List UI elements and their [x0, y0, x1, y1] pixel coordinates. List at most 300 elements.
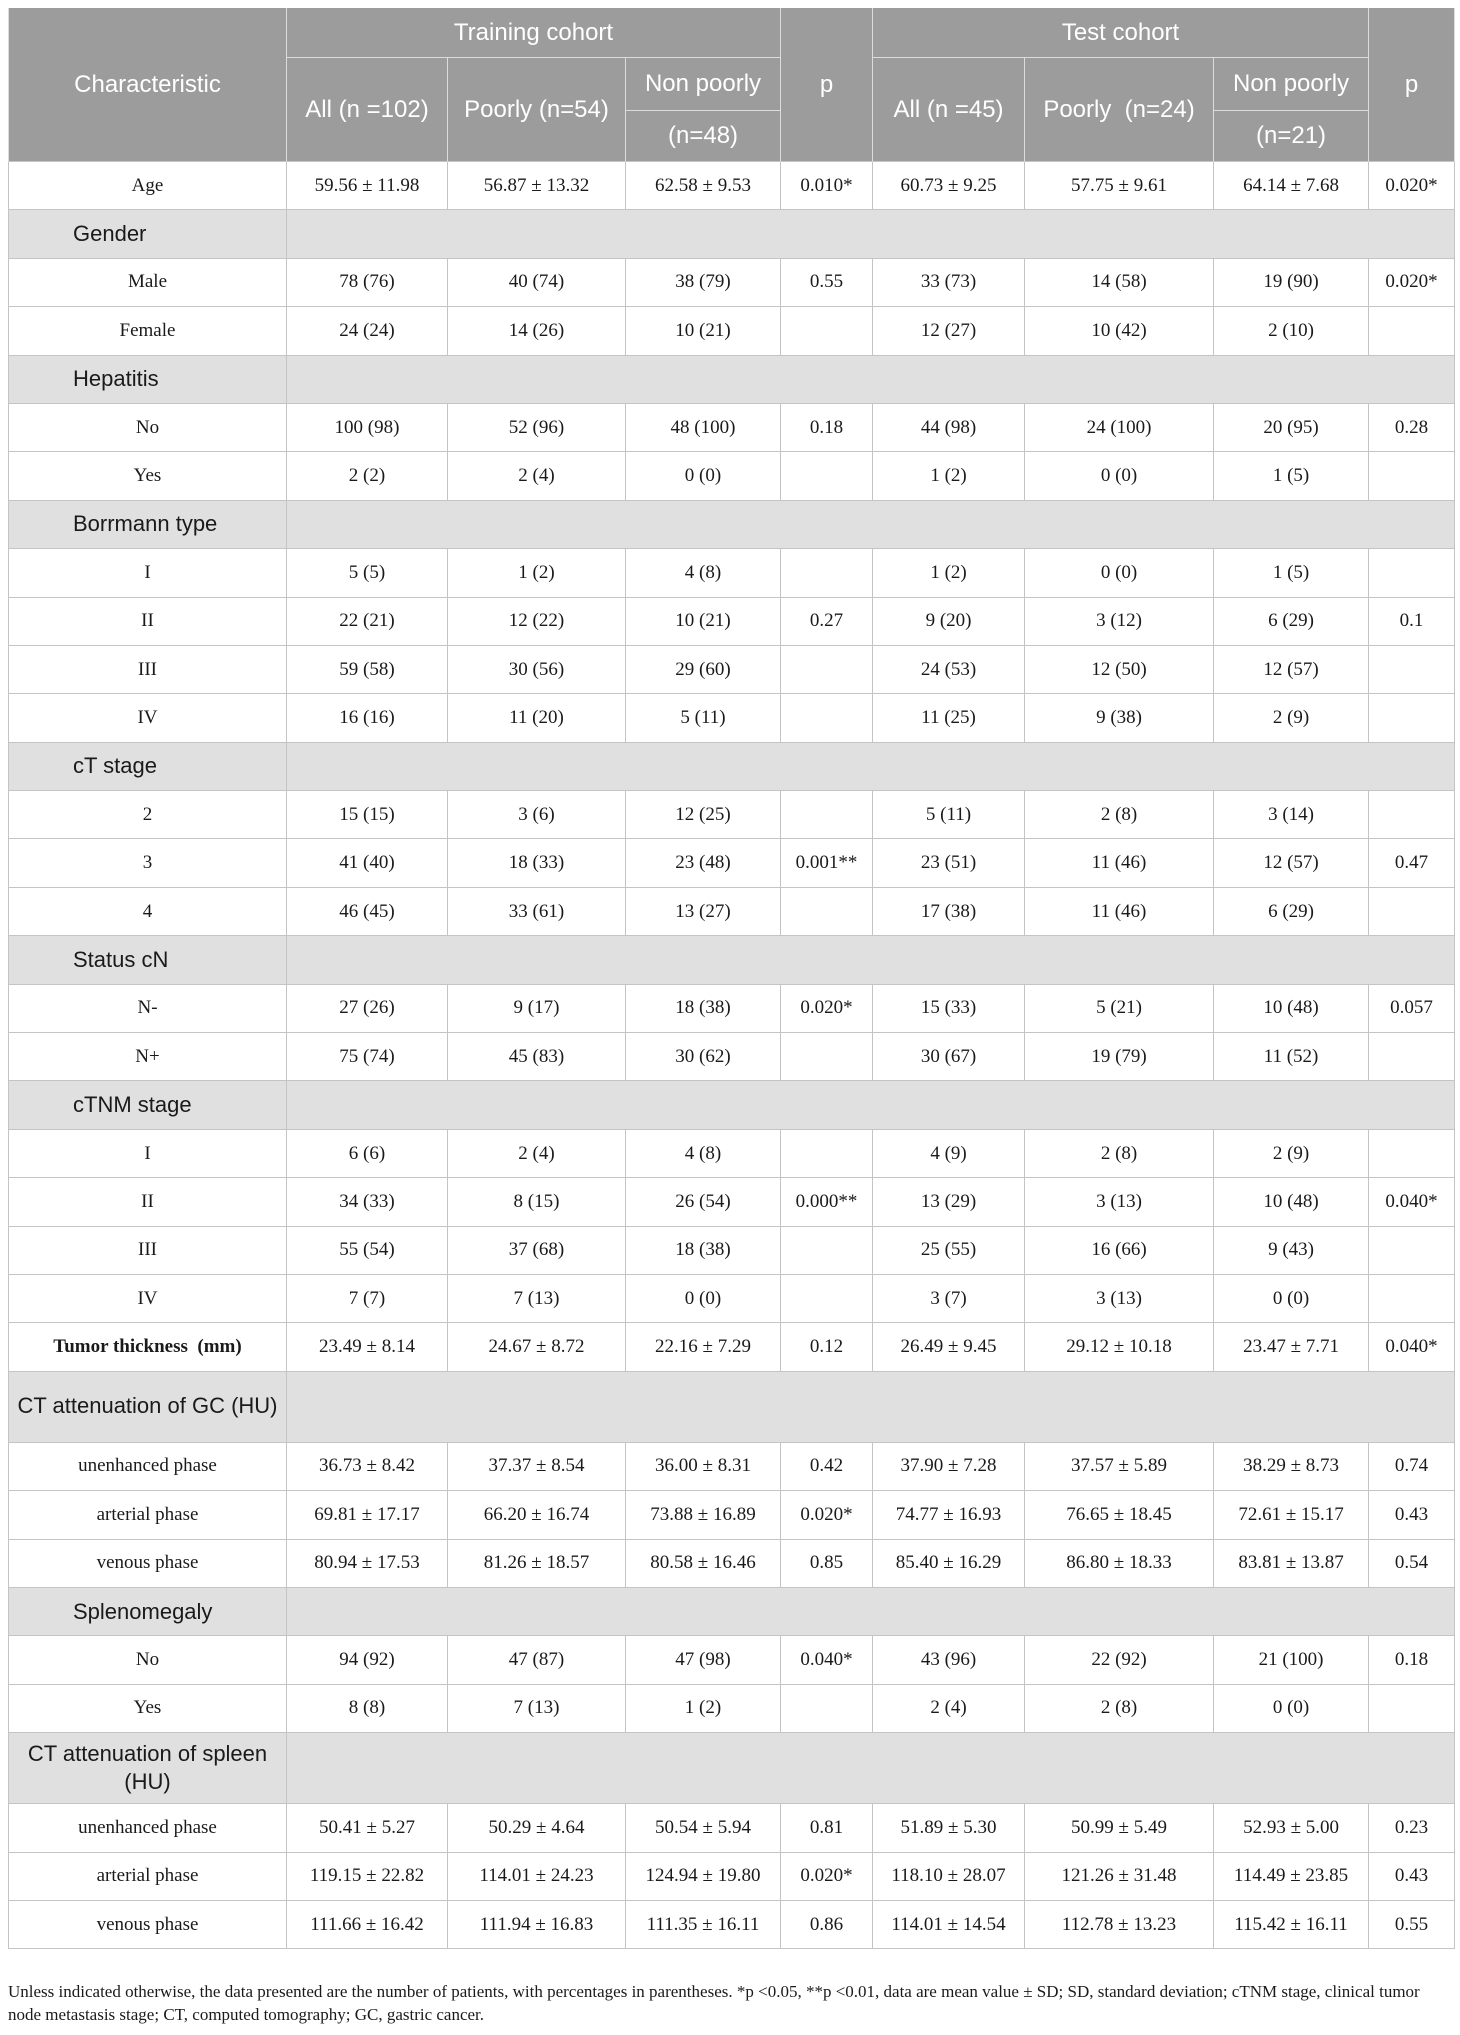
- value-cell: 86.80 ± 18.33: [1025, 1539, 1214, 1587]
- value-cell: 59.56 ± 11.98: [287, 162, 448, 210]
- value-cell: 46 (45): [287, 887, 448, 935]
- value-cell: 2 (2): [287, 452, 448, 500]
- p-value-cell: 0.74: [1369, 1442, 1455, 1490]
- header-poorly-test: Poorly (n=24): [1025, 58, 1214, 162]
- p-value-cell: 0.18: [781, 403, 873, 451]
- value-cell: 1 (2): [626, 1684, 781, 1732]
- value-cell: 21 (100): [1214, 1636, 1369, 1684]
- row-label: III: [9, 645, 287, 693]
- value-cell: 100 (98): [287, 403, 448, 451]
- p-value-cell: [1369, 887, 1455, 935]
- value-cell: 75 (74): [287, 1033, 448, 1081]
- value-cell: 1 (2): [448, 549, 626, 597]
- value-cell: 37.90 ± 7.28: [873, 1442, 1025, 1490]
- value-cell: 13 (27): [626, 887, 781, 935]
- value-cell: 10 (42): [1025, 307, 1214, 355]
- value-cell: 9 (43): [1214, 1226, 1369, 1274]
- p-value-cell: 0.1: [1369, 597, 1455, 645]
- table-footnote: Unless indicated otherwise, the data presented are the number of patients, with percentages in parentheses. *p <0.05, **p <0.01, data are mean value ± SD; SD, standard deviation; cTNM stage, clinical tumor node metastasis stage; CT, computed tomography; GC, gastric cancer.: [8, 1982, 1420, 2024]
- p-value-cell: 0.86: [781, 1900, 873, 1948]
- p-value-cell: [1369, 1226, 1455, 1274]
- row-label: III: [9, 1226, 287, 1274]
- p-value-cell: 0.28: [1369, 403, 1455, 451]
- value-cell: 12 (57): [1214, 839, 1369, 887]
- value-cell: 6 (6): [287, 1129, 448, 1177]
- section-fill: [287, 1371, 1455, 1442]
- value-cell: 2 (9): [1214, 1129, 1369, 1177]
- p-value-cell: 0.27: [781, 597, 873, 645]
- value-cell: 118.10 ± 28.07: [873, 1852, 1025, 1900]
- value-cell: 37.57 ± 5.89: [1025, 1442, 1214, 1490]
- row-label: arterial phase: [9, 1852, 287, 1900]
- value-cell: 7 (13): [448, 1684, 626, 1732]
- p-value-cell: [1369, 1033, 1455, 1081]
- section-row: [9, 936, 1455, 984]
- row-label: Yes: [9, 452, 287, 500]
- value-cell: 4 (8): [626, 549, 781, 597]
- table-row: [9, 1491, 1455, 1539]
- table-body: [9, 162, 1455, 1949]
- row-label: 4: [9, 887, 287, 935]
- characteristics-table: [8, 8, 1455, 1949]
- value-cell: 1 (2): [873, 452, 1025, 500]
- row-label: 3: [9, 839, 287, 887]
- value-cell: 30 (67): [873, 1033, 1025, 1081]
- header-nonpoorly-train-n: (n=48): [626, 111, 781, 162]
- p-value-cell: 0.020*: [781, 984, 873, 1032]
- value-cell: 18 (38): [626, 1226, 781, 1274]
- value-cell: 40 (74): [448, 258, 626, 306]
- value-cell: 2 (8): [1025, 1129, 1214, 1177]
- value-cell: 115.42 ± 16.11: [1214, 1900, 1369, 1948]
- p-value-cell: 0.020*: [1369, 258, 1455, 306]
- table-row: [9, 645, 1455, 693]
- value-cell: 19 (90): [1214, 258, 1369, 306]
- p-value-cell: 0.81: [781, 1804, 873, 1852]
- value-cell: 6 (29): [1214, 597, 1369, 645]
- p-value-cell: 0.057: [1369, 984, 1455, 1032]
- section-row: [9, 1081, 1455, 1129]
- value-cell: 52 (96): [448, 403, 626, 451]
- value-cell: 3 (12): [1025, 597, 1214, 645]
- value-cell: 111.94 ± 16.83: [448, 1900, 626, 1948]
- row-label: venous phase: [9, 1539, 287, 1587]
- value-cell: 12 (25): [626, 791, 781, 839]
- value-cell: 48 (100): [626, 403, 781, 451]
- value-cell: 2 (9): [1214, 694, 1369, 742]
- value-cell: 36.73 ± 8.42: [287, 1442, 448, 1490]
- table-row: [9, 403, 1455, 451]
- p-value-cell: 0.001**: [781, 839, 873, 887]
- value-cell: 41 (40): [287, 839, 448, 887]
- value-cell: 2 (10): [1214, 307, 1369, 355]
- value-cell: 43 (96): [873, 1636, 1025, 1684]
- table-row: [9, 452, 1455, 500]
- section-row: [9, 1587, 1455, 1635]
- value-cell: 33 (61): [448, 887, 626, 935]
- value-cell: 9 (17): [448, 984, 626, 1032]
- value-cell: 12 (27): [873, 307, 1025, 355]
- table-row: [9, 549, 1455, 597]
- value-cell: 55 (54): [287, 1226, 448, 1274]
- value-cell: 23.49 ± 8.14: [287, 1323, 448, 1371]
- value-cell: 18 (33): [448, 839, 626, 887]
- value-cell: 3 (13): [1025, 1178, 1214, 1226]
- value-cell: 1 (2): [873, 549, 1025, 597]
- table-row: [9, 162, 1455, 210]
- row-label: venous phase: [9, 1900, 287, 1948]
- value-cell: 114.01 ± 14.54: [873, 1900, 1025, 1948]
- p-value-cell: 0.12: [781, 1323, 873, 1371]
- value-cell: 22 (21): [287, 597, 448, 645]
- value-cell: 52.93 ± 5.00: [1214, 1804, 1369, 1852]
- value-cell: 19 (79): [1025, 1033, 1214, 1081]
- p-value-cell: 0.55: [1369, 1900, 1455, 1948]
- section-fill: [287, 355, 1455, 403]
- table-row: [9, 1129, 1455, 1177]
- value-cell: 4 (9): [873, 1129, 1025, 1177]
- p-value-cell: [781, 1129, 873, 1177]
- value-cell: 23 (48): [626, 839, 781, 887]
- table-row: [9, 1684, 1455, 1732]
- value-cell: 17 (38): [873, 887, 1025, 935]
- p-value-cell: 0.000**: [781, 1178, 873, 1226]
- value-cell: 5 (11): [873, 791, 1025, 839]
- header-nonpoorly-train: Non poorly: [626, 58, 781, 111]
- value-cell: 29.12 ± 10.18: [1025, 1323, 1214, 1371]
- value-cell: 2 (8): [1025, 1684, 1214, 1732]
- value-cell: 81.26 ± 18.57: [448, 1539, 626, 1587]
- section-fill: [287, 936, 1455, 984]
- row-label: unenhanced phase: [9, 1442, 287, 1490]
- value-cell: 8 (8): [287, 1684, 448, 1732]
- value-cell: 9 (38): [1025, 694, 1214, 742]
- p-value-cell: [781, 307, 873, 355]
- section-row: [9, 355, 1455, 403]
- section-row: [9, 500, 1455, 548]
- p-value-cell: [1369, 645, 1455, 693]
- row-label: Tumor thickness (mm): [9, 1323, 287, 1371]
- p-value-cell: [781, 1274, 873, 1322]
- value-cell: 11 (25): [873, 694, 1025, 742]
- p-value-cell: 0.43: [1369, 1852, 1455, 1900]
- p-value-cell: [1369, 694, 1455, 742]
- row-label: II: [9, 597, 287, 645]
- row-label: unenhanced phase: [9, 1804, 287, 1852]
- value-cell: 5 (5): [287, 549, 448, 597]
- table-row: [9, 1539, 1455, 1587]
- value-cell: 1 (5): [1214, 549, 1369, 597]
- p-value-cell: [1369, 1684, 1455, 1732]
- value-cell: 59 (58): [287, 645, 448, 693]
- section-label: Hepatitis: [9, 355, 287, 403]
- value-cell: 124.94 ± 19.80: [626, 1852, 781, 1900]
- row-label: IV: [9, 694, 287, 742]
- value-cell: 3 (6): [448, 791, 626, 839]
- p-value-cell: [781, 887, 873, 935]
- value-cell: 6 (29): [1214, 887, 1369, 935]
- header-training-cohort: Training cohort: [287, 8, 781, 58]
- p-value-cell: 0.54: [1369, 1539, 1455, 1587]
- value-cell: 10 (48): [1214, 1178, 1369, 1226]
- value-cell: 20 (95): [1214, 403, 1369, 451]
- header-characteristic: Characteristic: [9, 8, 287, 162]
- table-row: [9, 791, 1455, 839]
- value-cell: 11 (46): [1025, 887, 1214, 935]
- value-cell: 78 (76): [287, 258, 448, 306]
- section-label: Borrmann type: [9, 500, 287, 548]
- section-label: CT attenuation of GC (HU): [9, 1371, 287, 1442]
- section-fill: [287, 742, 1455, 790]
- section-label: cTNM stage: [9, 1081, 287, 1129]
- section-label: Gender: [9, 210, 287, 258]
- value-cell: 7 (7): [287, 1274, 448, 1322]
- p-value-cell: [781, 1033, 873, 1081]
- value-cell: 24 (24): [287, 307, 448, 355]
- p-value-cell: 0.85: [781, 1539, 873, 1587]
- p-value-cell: 0.020*: [1369, 162, 1455, 210]
- value-cell: 30 (56): [448, 645, 626, 693]
- section-label: Splenomegaly: [9, 1587, 287, 1635]
- value-cell: 121.26 ± 31.48: [1025, 1852, 1214, 1900]
- value-cell: 47 (87): [448, 1636, 626, 1684]
- value-cell: 13 (29): [873, 1178, 1025, 1226]
- value-cell: 83.81 ± 13.87: [1214, 1539, 1369, 1587]
- table-row: [9, 1033, 1455, 1081]
- header-p-test: p: [1369, 8, 1455, 162]
- table-row: [9, 984, 1455, 1032]
- p-value-cell: 0.040*: [1369, 1323, 1455, 1371]
- value-cell: 11 (52): [1214, 1033, 1369, 1081]
- value-cell: 12 (22): [448, 597, 626, 645]
- p-value-cell: 0.040*: [1369, 1178, 1455, 1226]
- p-value-cell: [1369, 549, 1455, 597]
- p-value-cell: 0.040*: [781, 1636, 873, 1684]
- value-cell: 18 (38): [626, 984, 781, 1032]
- value-cell: 5 (21): [1025, 984, 1214, 1032]
- value-cell: 50.41 ± 5.27: [287, 1804, 448, 1852]
- value-cell: 36.00 ± 8.31: [626, 1442, 781, 1490]
- section-fill: [287, 500, 1455, 548]
- section-row: [9, 210, 1455, 258]
- value-cell: 15 (15): [287, 791, 448, 839]
- section-row: [9, 1733, 1455, 1804]
- p-value-cell: [781, 694, 873, 742]
- header-p-training: p: [781, 8, 873, 162]
- value-cell: 37.37 ± 8.54: [448, 1442, 626, 1490]
- value-cell: 9 (20): [873, 597, 1025, 645]
- value-cell: 8 (15): [448, 1178, 626, 1226]
- value-cell: 60.73 ± 9.25: [873, 162, 1025, 210]
- value-cell: 10 (21): [626, 597, 781, 645]
- value-cell: 51.89 ± 5.30: [873, 1804, 1025, 1852]
- p-value-cell: 0.020*: [781, 1491, 873, 1539]
- value-cell: 80.58 ± 16.46: [626, 1539, 781, 1587]
- row-label: Yes: [9, 1684, 287, 1732]
- value-cell: 14 (26): [448, 307, 626, 355]
- header-all-train: All (n =102): [287, 58, 448, 162]
- p-value-cell: [1369, 1274, 1455, 1322]
- table-row: [9, 1442, 1455, 1490]
- value-cell: 0 (0): [1025, 452, 1214, 500]
- value-cell: 16 (16): [287, 694, 448, 742]
- value-cell: 30 (62): [626, 1033, 781, 1081]
- p-value-cell: [1369, 1129, 1455, 1177]
- header-nonpoorly-test-n: (n=21): [1214, 111, 1369, 162]
- section-row: [9, 742, 1455, 790]
- row-label: No: [9, 1636, 287, 1684]
- value-cell: 5 (11): [626, 694, 781, 742]
- table-row: [9, 258, 1455, 306]
- value-cell: 3 (13): [1025, 1274, 1214, 1322]
- table-row: [9, 1323, 1455, 1371]
- value-cell: 24 (100): [1025, 403, 1214, 451]
- value-cell: 62.58 ± 9.53: [626, 162, 781, 210]
- p-value-cell: 0.010*: [781, 162, 873, 210]
- section-label: Status cN: [9, 936, 287, 984]
- value-cell: 45 (83): [448, 1033, 626, 1081]
- value-cell: 0 (0): [1025, 549, 1214, 597]
- value-cell: 2 (4): [448, 1129, 626, 1177]
- row-label: I: [9, 549, 287, 597]
- value-cell: 26 (54): [626, 1178, 781, 1226]
- value-cell: 22 (92): [1025, 1636, 1214, 1684]
- value-cell: 66.20 ± 16.74: [448, 1491, 626, 1539]
- p-value-cell: 0.42: [781, 1442, 873, 1490]
- value-cell: 12 (57): [1214, 645, 1369, 693]
- value-cell: 24 (53): [873, 645, 1025, 693]
- table-row: [9, 1852, 1455, 1900]
- p-value-cell: [781, 1684, 873, 1732]
- value-cell: 11 (46): [1025, 839, 1214, 887]
- section-fill: [287, 1587, 1455, 1635]
- value-cell: 50.29 ± 4.64: [448, 1804, 626, 1852]
- row-label: Age: [9, 162, 287, 210]
- value-cell: 112.78 ± 13.23: [1025, 1900, 1214, 1948]
- value-cell: 57.75 ± 9.61: [1025, 162, 1214, 210]
- table-row: [9, 1274, 1455, 1322]
- value-cell: 23.47 ± 7.71: [1214, 1323, 1369, 1371]
- value-cell: 74.77 ± 16.93: [873, 1491, 1025, 1539]
- header-nonpoorly-test: Non poorly: [1214, 58, 1369, 111]
- value-cell: 85.40 ± 16.29: [873, 1539, 1025, 1587]
- value-cell: 26.49 ± 9.45: [873, 1323, 1025, 1371]
- header-all-test: All (n =45): [873, 58, 1025, 162]
- p-value-cell: [1369, 307, 1455, 355]
- row-label: No: [9, 403, 287, 451]
- p-value-cell: [1369, 452, 1455, 500]
- p-value-cell: 0.43: [1369, 1491, 1455, 1539]
- value-cell: 80.94 ± 17.53: [287, 1539, 448, 1587]
- value-cell: 114.49 ± 23.85: [1214, 1852, 1369, 1900]
- section-row: [9, 1371, 1455, 1442]
- value-cell: 69.81 ± 17.17: [287, 1491, 448, 1539]
- value-cell: 2 (8): [1025, 791, 1214, 839]
- p-value-cell: [781, 791, 873, 839]
- value-cell: 94 (92): [287, 1636, 448, 1684]
- table-row: [9, 597, 1455, 645]
- table-row: [9, 1636, 1455, 1684]
- value-cell: 22.16 ± 7.29: [626, 1323, 781, 1371]
- value-cell: 34 (33): [287, 1178, 448, 1226]
- value-cell: 73.88 ± 16.89: [626, 1491, 781, 1539]
- value-cell: 1 (5): [1214, 452, 1369, 500]
- value-cell: 38 (79): [626, 258, 781, 306]
- header-test-cohort: Test cohort: [873, 8, 1369, 58]
- value-cell: 24.67 ± 8.72: [448, 1323, 626, 1371]
- row-label: N-: [9, 984, 287, 1032]
- section-fill: [287, 1733, 1455, 1804]
- value-cell: 33 (73): [873, 258, 1025, 306]
- value-cell: 12 (50): [1025, 645, 1214, 693]
- header-poorly-train: Poorly (n=54): [448, 58, 626, 162]
- value-cell: 11 (20): [448, 694, 626, 742]
- row-label: IV: [9, 1274, 287, 1322]
- value-cell: 47 (98): [626, 1636, 781, 1684]
- row-label: arterial phase: [9, 1491, 287, 1539]
- value-cell: 76.65 ± 18.45: [1025, 1491, 1214, 1539]
- value-cell: 0 (0): [1214, 1274, 1369, 1322]
- value-cell: 2 (4): [448, 452, 626, 500]
- table-row: [9, 694, 1455, 742]
- table-row: [9, 1900, 1455, 1948]
- value-cell: 3 (14): [1214, 791, 1369, 839]
- value-cell: 119.15 ± 22.82: [287, 1852, 448, 1900]
- value-cell: 3 (7): [873, 1274, 1025, 1322]
- value-cell: 15 (33): [873, 984, 1025, 1032]
- value-cell: 2 (4): [873, 1684, 1025, 1732]
- value-cell: 16 (66): [1025, 1226, 1214, 1274]
- p-value-cell: 0.020*: [781, 1852, 873, 1900]
- p-value-cell: [781, 452, 873, 500]
- value-cell: 114.01 ± 24.23: [448, 1852, 626, 1900]
- table-row: [9, 307, 1455, 355]
- row-label: Male: [9, 258, 287, 306]
- row-label: 2: [9, 791, 287, 839]
- value-cell: 25 (55): [873, 1226, 1025, 1274]
- section-label: CT attenuation of spleen (HU): [9, 1733, 287, 1804]
- value-cell: 10 (21): [626, 307, 781, 355]
- value-cell: 44 (98): [873, 403, 1025, 451]
- p-value-cell: [781, 1226, 873, 1274]
- p-value-cell: 0.18: [1369, 1636, 1455, 1684]
- value-cell: 50.99 ± 5.49: [1025, 1804, 1214, 1852]
- value-cell: 37 (68): [448, 1226, 626, 1274]
- value-cell: 111.35 ± 16.11: [626, 1900, 781, 1948]
- p-value-cell: 0.47: [1369, 839, 1455, 887]
- value-cell: 29 (60): [626, 645, 781, 693]
- value-cell: 64.14 ± 7.68: [1214, 162, 1369, 210]
- row-label: N+: [9, 1033, 287, 1081]
- table-row: [9, 839, 1455, 887]
- row-label: I: [9, 1129, 287, 1177]
- table-row: [9, 1178, 1455, 1226]
- value-cell: 4 (8): [626, 1129, 781, 1177]
- table-row: [9, 1804, 1455, 1852]
- value-cell: 38.29 ± 8.73: [1214, 1442, 1369, 1490]
- value-cell: 0 (0): [626, 452, 781, 500]
- value-cell: 0 (0): [626, 1274, 781, 1322]
- value-cell: 14 (58): [1025, 258, 1214, 306]
- p-value-cell: [781, 645, 873, 693]
- p-value-cell: [781, 549, 873, 597]
- table-row: [9, 1226, 1455, 1274]
- row-label: II: [9, 1178, 287, 1226]
- section-fill: [287, 1081, 1455, 1129]
- section-fill: [287, 210, 1455, 258]
- value-cell: 10 (48): [1214, 984, 1369, 1032]
- value-cell: 27 (26): [287, 984, 448, 1032]
